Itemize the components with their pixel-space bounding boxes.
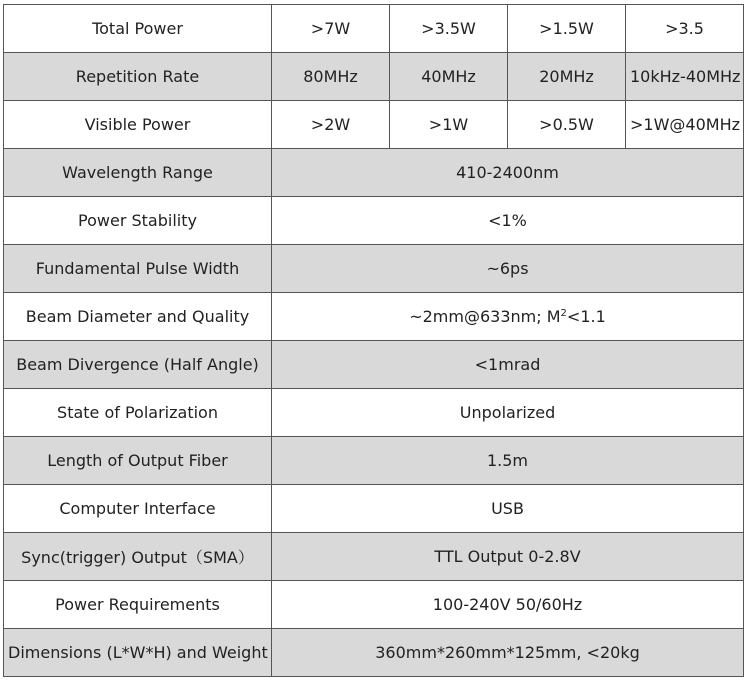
cell-value: >3.5W: [390, 5, 508, 53]
row-label: Wavelength Range: [4, 149, 272, 197]
row-label: State of Polarization: [4, 389, 272, 437]
cell-value: [272, 293, 744, 341]
cell-value: >1W: [390, 101, 508, 149]
cell-value: 410-2400nm: [272, 149, 744, 197]
row-label: Power Requirements: [4, 581, 272, 629]
cell-value: <1mrad: [272, 341, 744, 389]
table-row-fiber-length: [4, 437, 744, 485]
row-label: Computer Interface: [4, 485, 272, 533]
cell-value: 360mm*260mm*125mm, <20kg: [272, 629, 744, 677]
table-row-pulse-width: [4, 245, 744, 293]
row-label: Repetition Rate: [4, 53, 272, 101]
cell-value: >2W: [272, 101, 390, 149]
table-row-polarization: [4, 389, 744, 437]
cell-value: >1W@40MHz: [626, 101, 744, 149]
table-row-visible-power: [4, 101, 744, 149]
cell-value: <1%: [272, 197, 744, 245]
cell-value: >0.5W: [508, 101, 626, 149]
table-row-wavelength-range: [4, 149, 744, 197]
specifications-table: [3, 4, 744, 677]
row-label: Beam Diameter and Quality: [4, 293, 272, 341]
table-row-computer-interface: [4, 485, 744, 533]
cell-value: 20MHz: [508, 53, 626, 101]
table-row-sync-output: [4, 533, 744, 581]
cell-value: >1.5W: [508, 5, 626, 53]
table-row-repetition-rate: [4, 53, 744, 101]
table-row-power-requirements: [4, 581, 744, 629]
row-label: Dimensions (L*W*H) and Weight: [4, 629, 272, 677]
cell-value: TTL Output 0-2.8V: [272, 533, 744, 581]
row-label: Beam Divergence (Half Angle): [4, 341, 272, 389]
cell-value: Unpolarized: [272, 389, 744, 437]
cell-value: >7W: [272, 5, 390, 53]
row-label: Visible Power: [4, 101, 272, 149]
cell-value: ~6ps: [272, 245, 744, 293]
table-row-dimensions: [4, 629, 744, 677]
table-row-beam-divergence: [4, 341, 744, 389]
table-row-beam-diameter: [4, 293, 744, 341]
cell-value: 80MHz: [272, 53, 390, 101]
row-label: Power Stability: [4, 197, 272, 245]
cell-value: 1.5m: [272, 437, 744, 485]
cell-value: USB: [272, 485, 744, 533]
value-suffix: <1.1: [566, 307, 606, 326]
row-label: Total Power: [4, 5, 272, 53]
table-row-total-power: [4, 5, 744, 53]
cell-value: 40MHz: [390, 53, 508, 101]
table-row-power-stability: [4, 197, 744, 245]
row-label: Fundamental Pulse Width: [4, 245, 272, 293]
value-superscript: 2: [560, 308, 567, 319]
row-label: Length of Output Fiber: [4, 437, 272, 485]
row-label: Sync(trigger) Output（SMA）: [4, 533, 272, 581]
cell-value: 10kHz-40MHz: [626, 53, 744, 101]
cell-value: >3.5: [626, 5, 744, 53]
cell-value: 100-240V 50/60Hz: [272, 581, 744, 629]
value-prefix: ~2mm@633nm; M: [409, 307, 561, 326]
